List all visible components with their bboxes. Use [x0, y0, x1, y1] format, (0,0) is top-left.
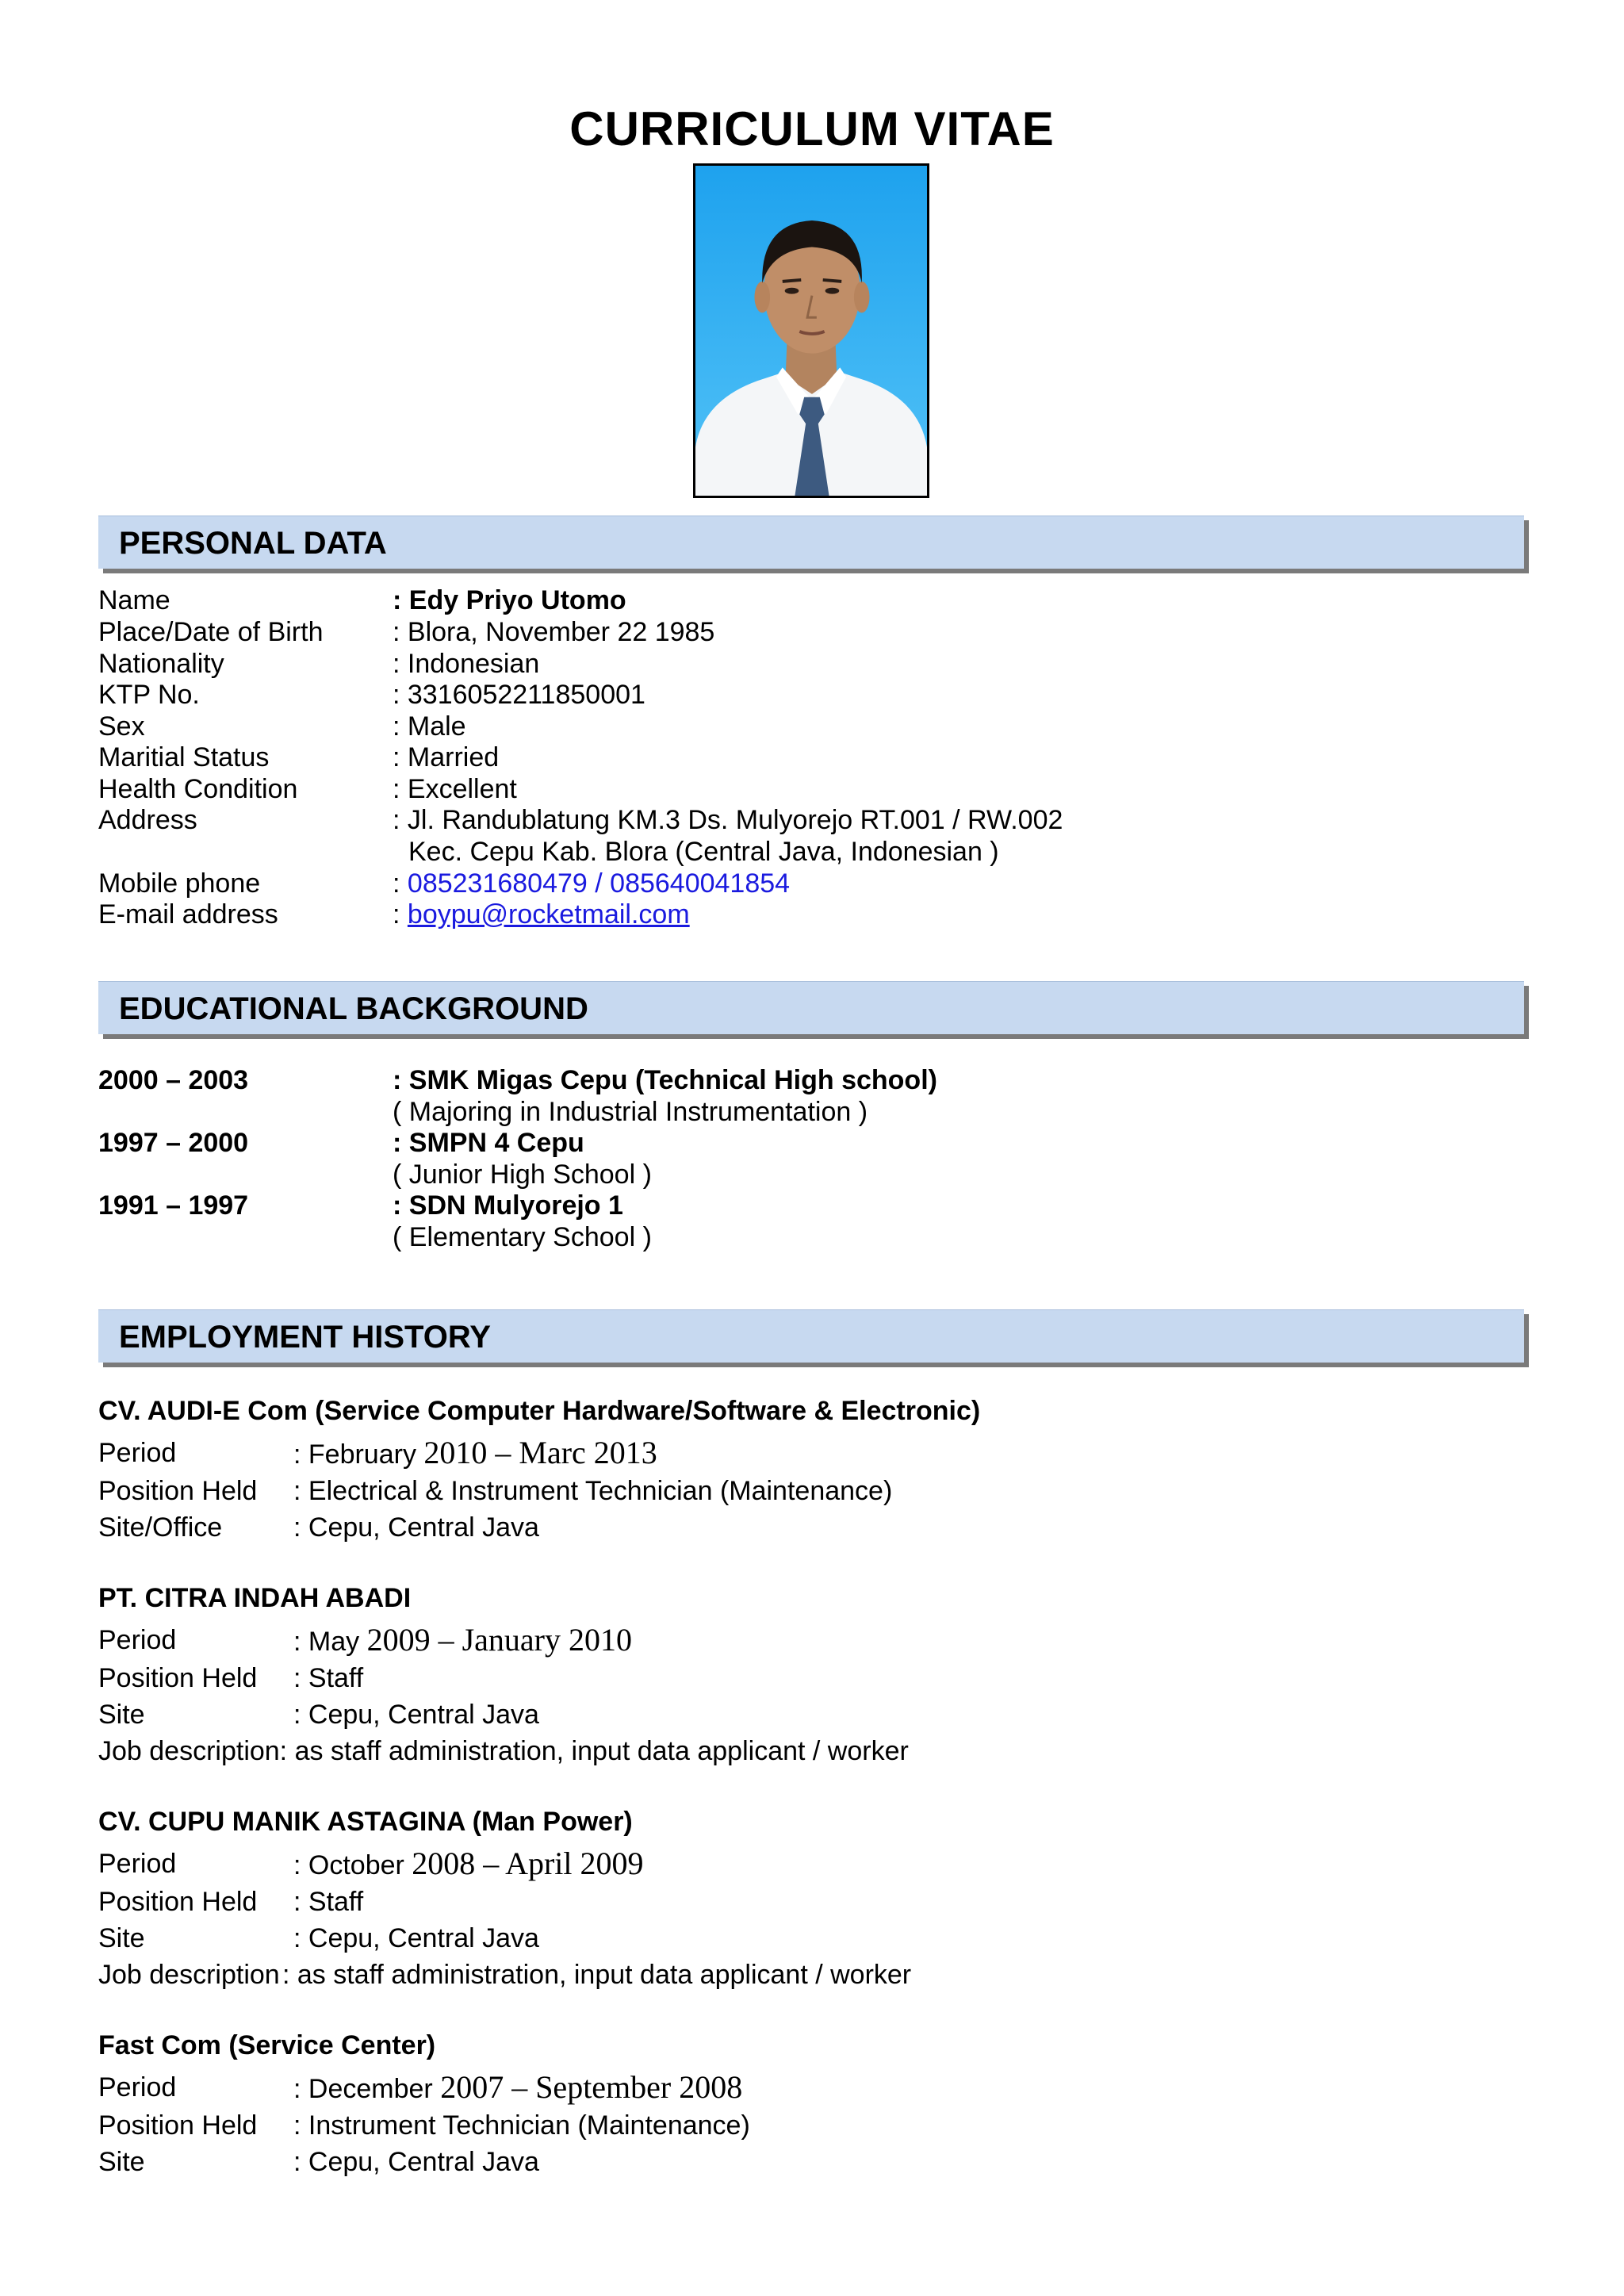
- education-years: 1997 – 2000: [98, 1128, 249, 1158]
- field-label: Position Held: [98, 1887, 258, 1917]
- field-value: : May 2009 – January 2010: [293, 1622, 632, 1658]
- field-value: : Edy Priyo Utomo: [393, 585, 626, 615]
- field-value: : as staff administration, input data applicant / worker: [282, 1960, 912, 1990]
- field-label: Site/Office: [98, 1512, 223, 1543]
- field-label: KTP No.: [98, 680, 200, 710]
- education-years: 1991 – 1997: [98, 1190, 249, 1221]
- field-value: : Blora, November 22 1985: [393, 617, 715, 647]
- field-value: : 085231680479 / 085640041854: [393, 868, 791, 899]
- page-title: CURRICULUM VITAE: [569, 102, 1055, 155]
- company-name: CV. CUPU MANIK ASTAGINA (Man Power): [98, 1807, 633, 1837]
- field-value: : Married: [393, 742, 500, 772]
- field-value: : Cepu, Central Java: [293, 1700, 539, 1730]
- field-label: Period: [98, 1849, 177, 1879]
- field-value: : Cepu, Central Java: [293, 1923, 539, 1953]
- section-title: EMPLOYMENT HISTORY: [119, 1320, 491, 1355]
- section-header-employment: [98, 1309, 1524, 1363]
- field-value: Kec. Cepu Kab. Blora (Central Java, Indonesian ): [408, 837, 999, 867]
- field-value: : Jl. Randublatung KM.3 Ds. Mulyorejo RT.001 / RW.002: [393, 805, 1063, 835]
- field-label: Period: [98, 1625, 177, 1655]
- field-value: : Electrical & Instrument Technician (Maintenance): [293, 1476, 893, 1506]
- education-school: : SMK Migas Cepu (Technical High school): [393, 1065, 937, 1095]
- section-title: EDUCATIONAL BACKGROUND: [119, 991, 588, 1026]
- field-label: Period: [98, 1438, 177, 1468]
- education-note: ( Junior High School ): [393, 1159, 652, 1190]
- field-value: : Cepu, Central Java: [293, 2147, 539, 2177]
- field-label: Health Condition: [98, 774, 298, 804]
- education-note: ( Majoring in Industrial Instrumentation ): [393, 1097, 868, 1127]
- field-label: E-mail address: [98, 899, 278, 930]
- field-value: : Cepu, Central Java: [293, 1512, 539, 1543]
- field-label: Place/Date of Birth: [98, 617, 324, 647]
- profile-photo: [693, 163, 929, 498]
- field-value: : 3316052211850001: [393, 680, 645, 710]
- email-link[interactable]: boypu@rocketmail.com: [407, 899, 690, 930]
- field-label: Job description: [98, 1960, 280, 1990]
- company-name: PT. CITRA INDAH ABADI: [98, 1583, 412, 1613]
- field-label: Site: [98, 1923, 145, 1953]
- field-label: Mobile phone: [98, 868, 261, 899]
- field-label: Nationality: [98, 649, 224, 679]
- field-label: Maritial Status: [98, 742, 270, 772]
- field-label: Address: [98, 805, 197, 835]
- company-name: Fast Com (Service Center): [98, 2030, 436, 2060]
- education-note: ( Elementary School ): [393, 1222, 652, 1252]
- field-value: : Male: [393, 711, 466, 742]
- field-label: Position Held: [98, 2110, 258, 2141]
- field-value: Job description: as staff administration, input data applicant / worker: [98, 1736, 909, 1766]
- education-school: : SMPN 4 Cepu: [393, 1128, 584, 1158]
- field-label: Sex: [98, 711, 145, 742]
- section-title: PERSONAL DATA: [119, 526, 387, 561]
- field-value: : Excellent: [393, 774, 517, 804]
- field-label: Period: [98, 2072, 177, 2102]
- phone-numbers: 085231680479 / 085640041854: [407, 868, 791, 899]
- field-value: : February 2010 – Marc 2013: [293, 1435, 657, 1470]
- section-header-education: [98, 981, 1524, 1034]
- field-value: : boypu@rocketmail.com: [393, 899, 690, 930]
- field-label: Position Held: [98, 1663, 258, 1693]
- field-value: : Indonesian: [393, 649, 540, 679]
- company-name: CV. AUDI-E Com (Service Computer Hardware/Software & Electronic): [98, 1396, 981, 1426]
- field-label: Name: [98, 585, 170, 615]
- field-value: : Staff: [293, 1663, 364, 1693]
- field-label: Site: [98, 2147, 145, 2177]
- section-header-personal-data: [98, 516, 1524, 569]
- field-value: : Instrument Technician (Maintenance): [293, 2110, 750, 2141]
- field-label: Position Held: [98, 1476, 258, 1506]
- field-value: : Staff: [293, 1887, 364, 1917]
- field-value: : October 2008 – April 2009: [293, 1846, 644, 1881]
- field-value: : December 2007 – September 2008: [293, 2069, 743, 2105]
- education-school: : SDN Mulyorejo 1: [393, 1190, 623, 1221]
- education-years: 2000 – 2003: [98, 1065, 249, 1095]
- field-label: Site: [98, 1700, 145, 1730]
